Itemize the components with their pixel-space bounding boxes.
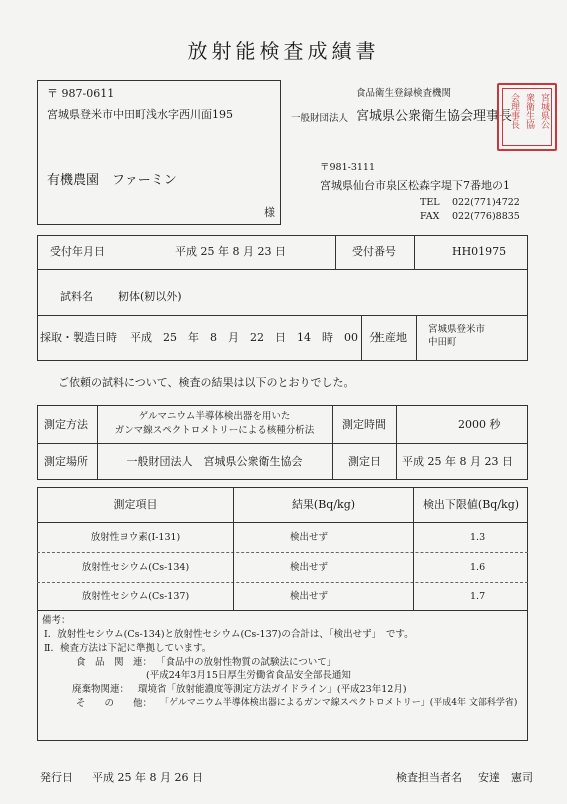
results-row-1-limit: 1.3 xyxy=(470,532,486,543)
recipient-honorific: 様 xyxy=(264,206,275,219)
inspector-value: 安達 憲司 xyxy=(478,771,533,784)
seal-line-3: 会理事長 xyxy=(509,93,519,129)
seal-line-1: 宮城県公 xyxy=(539,93,549,129)
issuer-registration: 食品衛生登録検査機関 xyxy=(356,88,452,99)
results-row-2-item: 放射性セシウム(Cs-134) xyxy=(81,562,190,573)
sample-name-label: 試料名 xyxy=(60,290,93,303)
official-seal xyxy=(497,83,557,151)
notes-other-label: そ の 他： xyxy=(76,698,153,709)
recipient-address: 宮城県登米市中田町浅水字西川面195 xyxy=(47,108,233,121)
results-row-2-result: 検出せず xyxy=(290,562,329,573)
issuer-tel-label: TEL xyxy=(420,197,440,208)
collected-label: 採取・製造日時 xyxy=(40,331,117,344)
method-label: 測定方法 xyxy=(44,418,88,431)
reception-date-value: 平成 25 年 8 月 23 日 xyxy=(175,245,286,258)
notes-waste-value: 環境省「放射能濃度等測定方法ガイドライン」(平成23年12月) xyxy=(138,684,407,695)
results-row-2-limit: 1.6 xyxy=(470,562,486,573)
issuer-fax-label: FAX xyxy=(420,211,440,222)
results-row-1-result: 検出せず xyxy=(290,532,329,543)
seal-line-2: 衆衛生協 xyxy=(524,93,534,129)
results-header-limit: 検出下限値(Bq/kg) xyxy=(422,498,520,511)
results-row-3-item: 放射性セシウム(Cs-137) xyxy=(81,591,190,602)
method-value-line-1: ゲルマニウム半導体検出器を用いた xyxy=(138,411,291,422)
issuer-fax: 022(776)8835 xyxy=(452,211,520,222)
reception-no-label: 受付番号 xyxy=(352,245,396,258)
issued-label: 発行日 xyxy=(40,771,73,784)
issued-value: 平成 25 年 8 月 26 日 xyxy=(92,771,203,784)
results-row-1-item: 放射性ヨウ素(I-131) xyxy=(90,532,181,543)
sample-name-value: 籾体(籾以外) xyxy=(118,290,182,303)
notes-heading: 備考： xyxy=(42,615,71,626)
results-row-3-limit: 1.7 xyxy=(470,591,486,602)
method-value-line-2: ガンマ線スペクトロメトリーによる核種分析法 xyxy=(114,425,315,436)
issuer-address: 宮城県仙台市泉区松森字堤下7番地の1 xyxy=(320,179,510,192)
time-value: 2000 秒 xyxy=(458,418,501,431)
reception-date-label: 受付年月日 xyxy=(50,245,105,258)
place-label: 測定場所 xyxy=(44,455,88,468)
time-label: 測定時間 xyxy=(342,418,386,431)
notes-food-label: 食 品 関 連： xyxy=(76,657,153,668)
issuer-name: 宮城県公衆衛生協会理事長 xyxy=(356,109,513,124)
results-header-result: 結果(Bq/kg) xyxy=(291,498,356,511)
notes-food-sub: (平成24年3月15日厚生労働省食品安全部長通知 xyxy=(146,670,351,681)
inspector-label: 検査担当者名 xyxy=(396,771,462,784)
notes-food-value: 「食品中の放射性物質の試験法について」 xyxy=(156,657,337,668)
collected-value: 平成 25 年 8 月 22 日 14 時 00 分 xyxy=(130,331,380,344)
recipient-name: 有機農園 ファーミン xyxy=(47,173,177,188)
reception-no-value: HH01975 xyxy=(452,245,507,258)
notes-waste-label: 廃棄物関連： xyxy=(72,684,130,695)
notes-line-2: Ⅱ．検査方法は下記に準拠しています。 xyxy=(44,643,212,654)
document-title: 放射能検査成績書 xyxy=(187,39,380,63)
results-header-item: 測定項目 xyxy=(113,498,158,511)
place-value: 一般財団法人 宮城県公衆衛生協会 xyxy=(126,455,303,468)
date-label: 測定日 xyxy=(348,455,381,468)
intro-text: ご依頼の試料について、検査の結果は以下のとおりでした。 xyxy=(58,376,355,389)
recipient-postal: 〒 987-0611 xyxy=(47,87,115,100)
results-row-3-result: 検出せず xyxy=(290,591,329,602)
issuer-corp-prefix: 一般財団法人 xyxy=(291,113,349,124)
recipient-box xyxy=(37,80,281,225)
notes-line-1: Ⅰ．放射性セシウム(Cs-134)と放射性セシウム(Cs-137)の合計は、「検出せず」 です。 xyxy=(44,629,414,640)
origin-value-1: 宮城県登米市 xyxy=(428,324,486,335)
notes-other-value: 「ゲルマニウム半導体検出器によるガンマ線スペクトロメトリー」(平成4年 文部科学省) xyxy=(160,698,518,708)
origin-value-2: 中田町 xyxy=(428,337,457,348)
date-value: 平成 25 年 8 月 23 日 xyxy=(402,455,513,468)
issuer-tel: 022(771)4722 xyxy=(452,197,520,208)
issuer-postal: 〒981-3111 xyxy=(320,162,376,173)
origin-label: 生産地 xyxy=(374,331,407,344)
